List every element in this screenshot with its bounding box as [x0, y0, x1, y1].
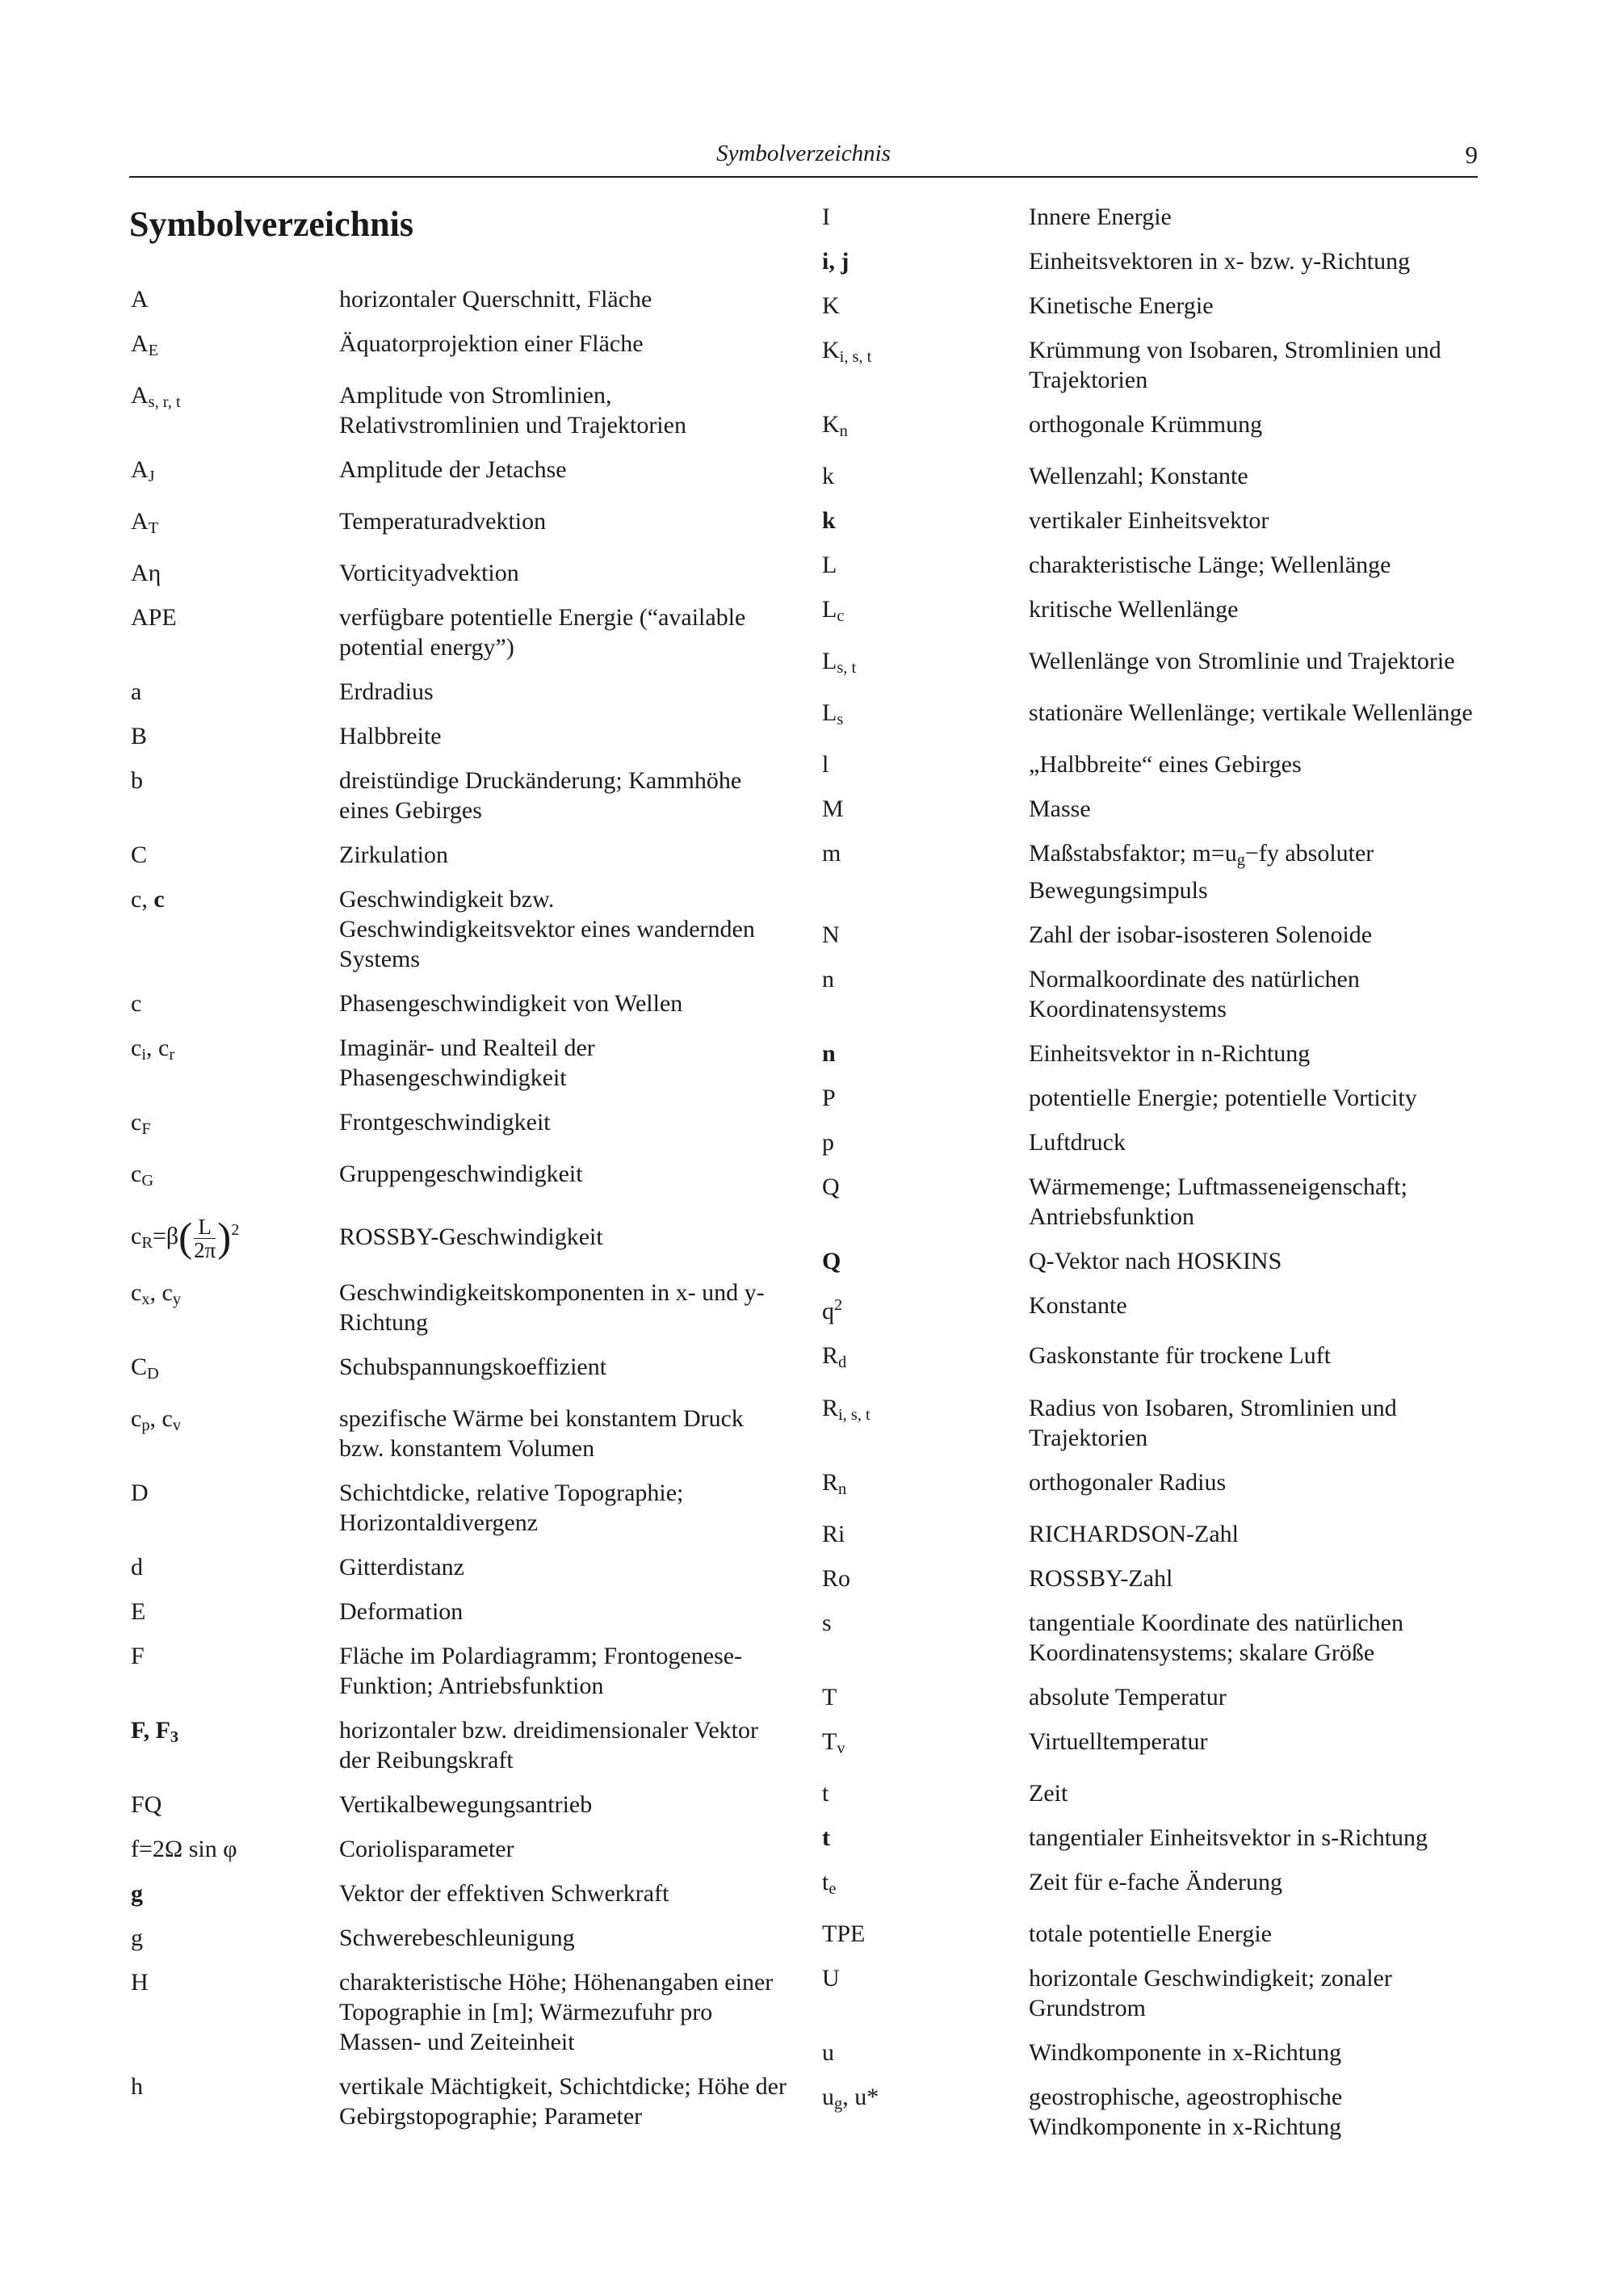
symbol-entry [131, 602, 817, 662]
description: Gitterdistanz [339, 1553, 464, 1580]
description: Coriolisparameter [339, 1835, 514, 1862]
description: Frontgeschwindigkeit [339, 1109, 551, 1136]
symbol-entry [822, 1127, 1484, 1157]
symbol-entry [131, 1641, 817, 1701]
description: Zahl der isobar-isosteren Solenoide [1029, 921, 1373, 949]
description: Einheitsvektoren in x- bzw. y-Richtung [1029, 248, 1411, 275]
description: ROSSBY-Geschwindigkeit [339, 1224, 603, 1251]
description: horizontale Geschwindigkeit; zonaler Grundstrom [1029, 1964, 1392, 2021]
symbol-entry [822, 1564, 1484, 1593]
symbol: c, c [131, 886, 165, 913]
symbol-entry [822, 794, 1484, 824]
description: „Halbbreite“ eines Gebirges [1029, 751, 1302, 779]
description: Konstante [1029, 1292, 1127, 1320]
symbol-entry [822, 409, 1484, 447]
symbol: $A_T$ [131, 508, 159, 538]
description: vertikale Mächtigkeit, Schichtdicke; Höhe der Gebirgstopographie; Parameter [339, 2072, 787, 2130]
description: Windkomponente in x-Richtung [1029, 2038, 1342, 2066]
symbol: F [131, 1642, 145, 1669]
symbol: B [131, 723, 148, 750]
symbol: $R_d$ [822, 1342, 847, 1372]
symbol: $L_c$ [822, 596, 845, 626]
symbol-entry [822, 1291, 1484, 1326]
symbol: a [131, 678, 142, 706]
symbol-entry [822, 749, 1484, 779]
description: tangentiale Koordinate des natürlichen Koordinatensystems; skalare Größe [1029, 1609, 1403, 1666]
description: absolute Temperatur [1029, 1683, 1227, 1710]
symbol-entry [822, 698, 1484, 735]
description: Kinetische Energie [1029, 292, 1214, 319]
symbol-entry [131, 721, 817, 751]
description: verfügbare potentielle Energie (“available potential energy”) [339, 604, 746, 661]
symbol: F, $F_3$ [131, 1716, 179, 1746]
description: Phasengeschwindigkeit von Wellen [339, 990, 683, 1018]
symbol: A [131, 286, 149, 313]
symbol: $c_i$, $c_r$ [131, 1035, 175, 1064]
description: Masse [1029, 795, 1091, 823]
symbol-entry [822, 202, 1484, 232]
description: tangentialer Einheitsvektor in s-Richtung [1029, 1824, 1428, 1851]
symbol: $u_g$, u* [822, 2083, 879, 2113]
symbol-entry [131, 1107, 817, 1144]
symbol-entry [822, 646, 1484, 683]
symbol-entry [822, 1246, 1484, 1276]
symbol: t [822, 1824, 830, 1851]
symbol-entry [131, 1923, 817, 1953]
description: Geschwindigkeit bzw. Geschwindigkeitsvektor eines wandernden Systems [339, 886, 755, 973]
description: Schubspannungskoeffizient [339, 1353, 607, 1380]
symbol-entry [822, 1083, 1484, 1113]
symbol: t [822, 1779, 829, 1807]
symbol-entry [822, 291, 1484, 321]
rossby-formula: $c_R=\beta$( $\frac{L}{2\pi}$ )$^2$ [131, 1214, 240, 1263]
description: Krümmung von Isobaren, Stromlinien und Trajektorien [1029, 337, 1441, 393]
symbol: u [822, 2038, 834, 2066]
description: Schichtdicke, relative Topographie; Horizontaldivergenz [339, 1479, 684, 1536]
description: spezifische Wärme bei konstantem Druck bzw. konstantem Volumen [339, 1404, 744, 1462]
symbol-entry [131, 1597, 817, 1627]
symbol: $c_p$, $c_v$ [131, 1404, 182, 1434]
symbol: $L_s$ [822, 699, 844, 729]
symbol-entry [131, 988, 817, 1018]
running-header [129, 139, 1478, 178]
symbol-entry [131, 1834, 817, 1864]
symbol: $T_v$ [822, 1727, 845, 1757]
description: Erdradius [339, 678, 434, 706]
description: Luftdruck [1029, 1129, 1126, 1156]
symbol: N [822, 921, 840, 949]
description: ROSSBY-Zahl [1029, 1564, 1173, 1592]
description: Halbbreite [339, 723, 442, 750]
symbol: Ri [822, 1520, 845, 1547]
symbol-entry [131, 1878, 817, 1908]
symbol: H [131, 1968, 149, 1996]
symbol-entry [131, 2071, 817, 2131]
symbol: $c_G$ [131, 1161, 154, 1190]
symbol-entry [822, 838, 1484, 905]
symbol: Q [822, 1173, 840, 1201]
symbol-entry [131, 1033, 817, 1093]
symbol: TPE [822, 1920, 866, 1947]
symbol-entry [131, 1211, 817, 1262]
left-symbol-column [131, 284, 817, 2146]
symbol: T [822, 1683, 837, 1710]
symbol: M [822, 795, 844, 823]
description: RICHARDSON-Zahl [1029, 1520, 1239, 1547]
symbol-entry [131, 284, 817, 314]
description: Zirkulation [339, 842, 448, 869]
description: Radius von Isobaren, Stromlinien und Trajektorien [1029, 1394, 1397, 1451]
symbol-entry [822, 246, 1484, 276]
description: charakteristische Höhe; Höhenangaben einer Topographie in [m]; Wärmezufuhr pro Massen- und Zeiteinheit [339, 1968, 774, 2055]
description: Einheitsvektor in n-Richtung [1029, 1040, 1311, 1068]
symbol-entry [822, 1467, 1484, 1505]
symbol-entry [822, 964, 1484, 1024]
symbol-entry [131, 1715, 817, 1775]
symbol-entry [131, 1159, 817, 1196]
description: Wärmemenge; Luftmasseneigenschaft; Antriebsfunktion [1029, 1173, 1407, 1231]
symbol: p [822, 1129, 834, 1156]
symbol: i, j [822, 248, 849, 275]
symbol-entry [131, 506, 817, 544]
symbol: APE [131, 604, 177, 632]
symbol-entry [131, 455, 817, 492]
description: Vektor der effektiven Schwerkraft [339, 1879, 669, 1907]
symbol: K [822, 292, 840, 319]
description: Zeit [1029, 1779, 1068, 1807]
description: vertikaler Einheitsvektor [1029, 507, 1269, 535]
symbol-entry [822, 1682, 1484, 1712]
symbol-entry [131, 766, 817, 825]
running-title: Symbolverzeichnis [716, 141, 891, 166]
symbol-entry [822, 920, 1484, 950]
symbol: P [822, 1085, 836, 1112]
symbol: d [131, 1553, 143, 1580]
symbol: f=2Ω sin φ [131, 1835, 237, 1862]
description: Maßstabsfaktor; $m=u_g-fy$ absoluter Bewegungsimpuls [1029, 840, 1374, 905]
symbol: b [131, 767, 143, 795]
description: Gruppengeschwindigkeit [339, 1161, 583, 1188]
symbol: Q [822, 1248, 841, 1275]
description: Normalkoordinate des natürlichen Koordinatensystems [1029, 966, 1360, 1023]
description: Fläche im Polardiagramm; Frontogenese-Funktion; Antriebsfunktion [339, 1642, 743, 1699]
description: charakteristische Länge; Wellenlänge [1029, 552, 1391, 579]
description: Virtuelltemperatur [1029, 1727, 1208, 1755]
symbol: $A_J$ [131, 456, 155, 486]
symbol: Aη [131, 560, 162, 587]
description: horizontaler Querschnitt, Fläche [339, 286, 652, 313]
symbol: c [131, 990, 142, 1018]
symbol: n [822, 966, 834, 993]
symbol-entry [822, 506, 1484, 535]
description: orthogonale Krümmung [1029, 411, 1263, 438]
symbol-entry [131, 558, 817, 588]
symbol: $t_e$ [822, 1868, 837, 1898]
description: Innere Energie [1029, 204, 1172, 230]
symbol-entry [131, 1478, 817, 1538]
page-number: 9 [1465, 141, 1478, 169]
symbol: n [822, 1040, 836, 1068]
symbol-entry [822, 1172, 1484, 1232]
symbol: $c_F$ [131, 1109, 151, 1139]
symbol-entry [131, 380, 817, 440]
right-symbol-column [822, 202, 1484, 2156]
symbol-entry [822, 1608, 1484, 1668]
symbol: U [822, 1964, 840, 1992]
description: Deformation [339, 1597, 464, 1625]
symbol: $C_D$ [131, 1353, 159, 1383]
symbol-entry [822, 1519, 1484, 1549]
description: potentielle Energie; potentielle Vorticity [1029, 1085, 1417, 1112]
section-title: Symbolverzeichnis [129, 204, 413, 244]
description: totale potentielle Energie [1029, 1920, 1272, 1947]
symbol-entry [822, 1823, 1484, 1853]
symbol: FQ [131, 1790, 162, 1818]
symbol: $L_{s, t}$ [822, 648, 857, 678]
symbol-entry [822, 461, 1484, 491]
symbol-entry [822, 2082, 1484, 2142]
description: Vertikalbewegungsantrieb [339, 1790, 593, 1818]
symbol: $q^2$ [822, 1296, 843, 1325]
symbol-entry [822, 550, 1484, 580]
description: Wellenlänge von Stromlinie und Trajektorie [1029, 648, 1455, 675]
description: Imaginär- und Realteil der Phasengeschwindigkeit [339, 1035, 595, 1092]
symbol: g [131, 1879, 143, 1907]
description: dreistündige Druckänderung; Kammhöhe eines Gebirges [339, 767, 742, 825]
symbol: $A_E$ [131, 330, 159, 360]
description: Q-Vektor nach HOSKINS [1029, 1248, 1282, 1275]
symbol: h [131, 2072, 143, 2100]
symbol-entry [131, 329, 817, 366]
symbol-entry [131, 677, 817, 707]
symbol-entry [131, 1552, 817, 1582]
symbol-entry [131, 840, 817, 870]
description: Schwerebeschleunigung [339, 1924, 575, 1951]
symbol-entry [822, 1039, 1484, 1068]
description: stationäre Wellenlänge; vertikale Wellenlänge [1029, 699, 1473, 727]
symbol: $R_{i, s, t}$ [822, 1394, 870, 1424]
symbol: Ro [822, 1564, 851, 1592]
symbol: I [822, 204, 830, 230]
symbol-entry [131, 1404, 817, 1463]
symbol-entry [131, 884, 817, 974]
symbol-entry [131, 1278, 817, 1337]
symbol: L [822, 552, 837, 579]
symbol: $R_n$ [822, 1468, 847, 1498]
description: Äquatorprojektion einer Fläche [339, 330, 644, 357]
symbol-entry [822, 1963, 1484, 2023]
description: horizontaler bzw. dreidimensionaler Vektor der Reibungskraft [339, 1716, 758, 1773]
symbol-entry [822, 2038, 1484, 2067]
description: Amplitude der Jetachse [339, 456, 567, 484]
description: kritische Wellenlänge [1029, 596, 1239, 623]
symbol-entry [131, 1790, 817, 1820]
symbol: m [822, 840, 841, 867]
symbol: E [131, 1597, 146, 1625]
description: Wellenzahl; Konstante [1029, 463, 1248, 490]
symbol: $K_n$ [822, 411, 848, 441]
symbol: s [822, 1609, 832, 1636]
symbol-entry [822, 1727, 1484, 1764]
description: Geschwindigkeitskomponenten in x- und y-Richtung [339, 1278, 765, 1336]
symbol: l [822, 751, 829, 779]
symbol-entry [822, 594, 1484, 632]
symbol: k [822, 507, 836, 535]
symbol-entry [822, 1867, 1484, 1904]
symbol-entry [822, 335, 1484, 395]
description: Amplitude von Stromlinien, Relativstromlinien und Trajektorien [339, 382, 686, 439]
description: Gaskonstante für trockene Luft [1029, 1342, 1332, 1370]
symbol: $c_x$, $c_y$ [131, 1278, 182, 1308]
description: Vorticityadvektion [339, 560, 519, 587]
symbol-entry [131, 1967, 817, 2057]
symbol: g [131, 1924, 143, 1951]
description: orthogonaler Radius [1029, 1468, 1227, 1496]
symbol-entry [822, 1341, 1484, 1378]
symbol-entry [822, 1393, 1484, 1453]
symbol: $K_{i, s, t}$ [822, 337, 872, 367]
description: Temperaturadvektion [339, 508, 547, 535]
symbol-entry [131, 1352, 817, 1389]
symbol: C [131, 842, 148, 869]
symbol: k [822, 463, 834, 490]
symbol-entry [822, 1778, 1484, 1808]
symbol: D [131, 1479, 149, 1506]
description: Zeit für e-fache Änderung [1029, 1868, 1283, 1895]
description: geostrophische, ageostrophische Windkomponente in x-Richtung [1029, 2083, 1343, 2140]
symbol: $A_{s, r, t}$ [131, 382, 181, 412]
symbol-entry [822, 1919, 1484, 1949]
